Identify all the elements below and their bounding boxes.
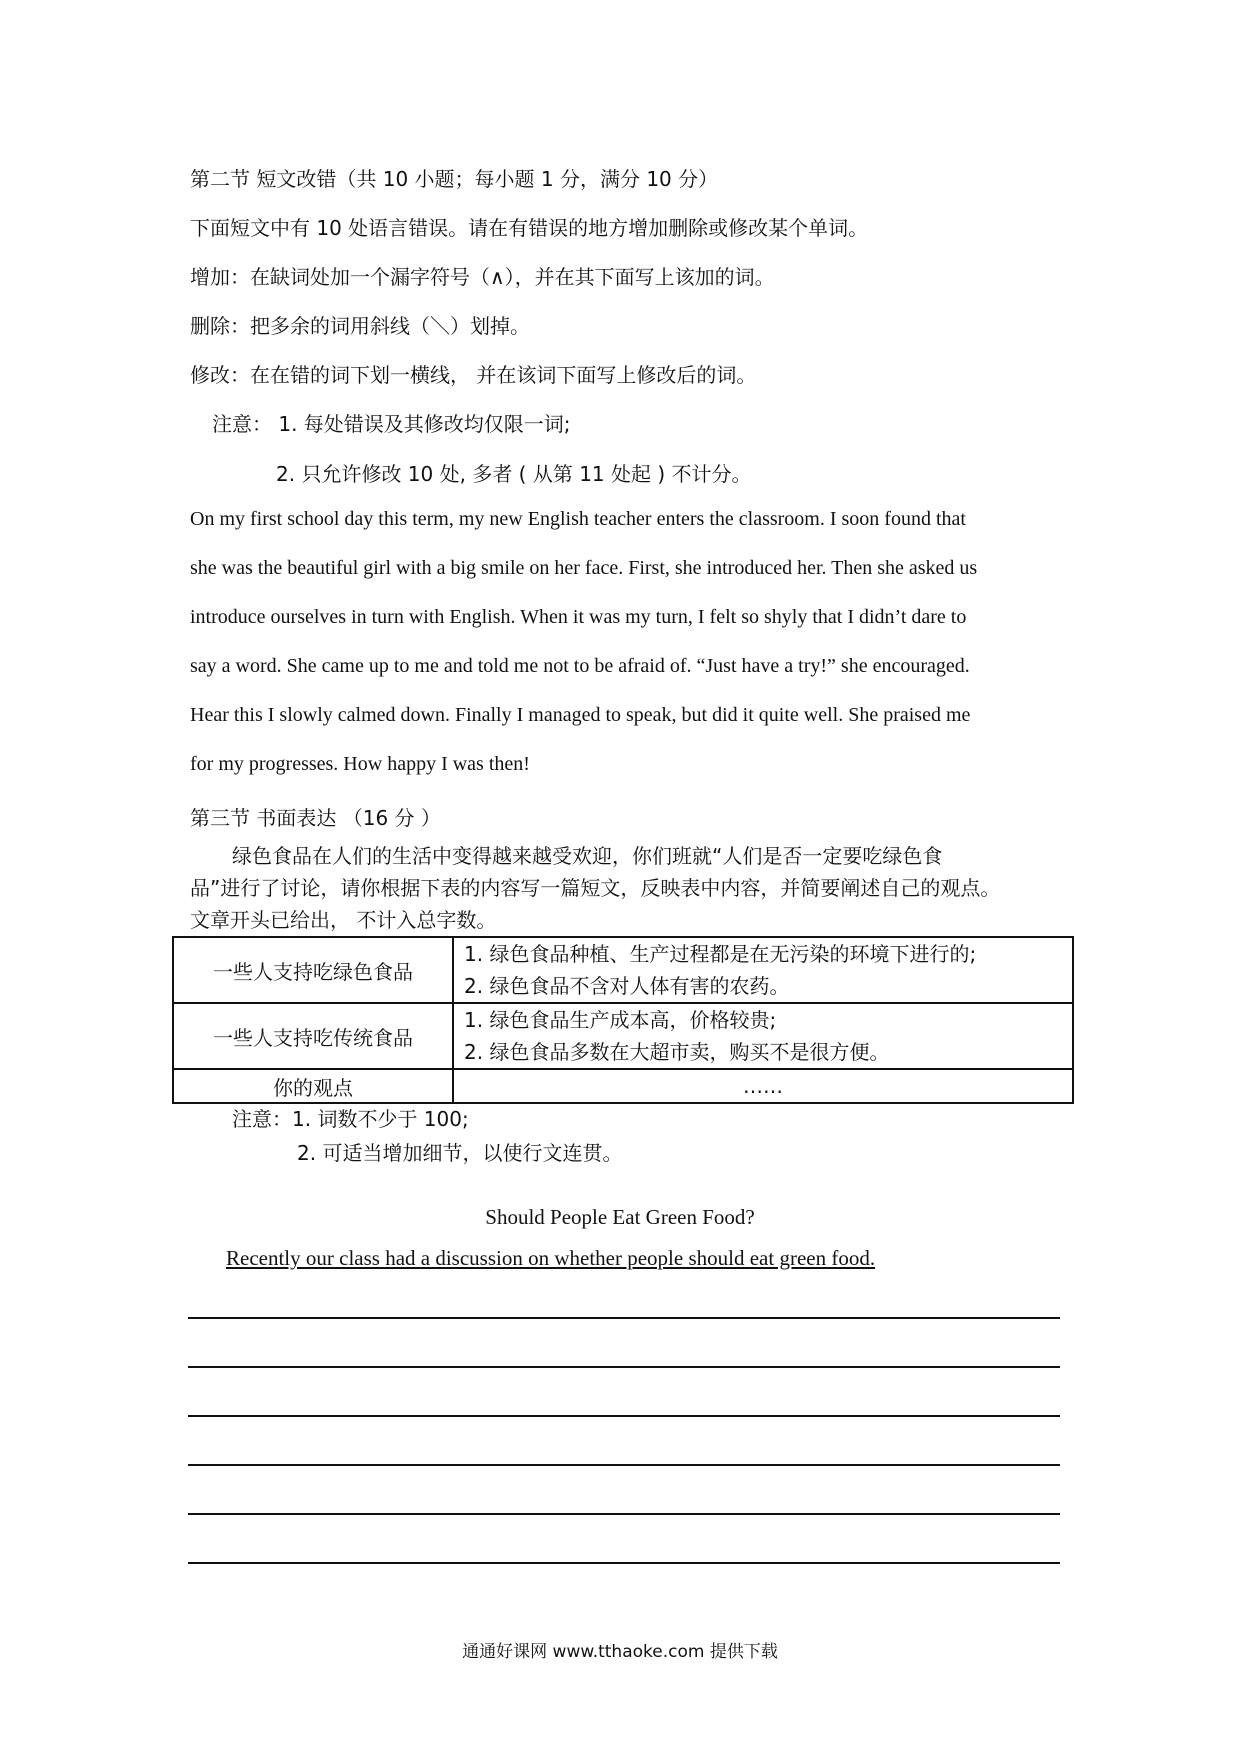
section3-prompt-line-2: 品”进行了讨论，请你根据下表的内容写一篇短文，反映表中内容，并简要阐述自己的观点。 [190, 876, 1001, 900]
passage-line-1: On my first school day this term, my new English teacher enters the classroom. I soon found that [190, 508, 966, 530]
table-point: 2. 绿色食品多数在大超市卖，购买不是很方便。 [464, 1040, 890, 1064]
opinion-table [172, 936, 1074, 1104]
writing-line[interactable] [188, 1317, 1060, 1319]
instruction-modify: 修改：在在错的词下划一横线， 并在该词下面写上修改后的词。 [190, 363, 757, 387]
instruction-add: 增加：在缺词处加一个漏字符号（∧），并在其下面写上该加的词。 [190, 265, 775, 289]
section2-note-2: 2. 只允许修改 10 处, 多者 ( 从第 11 处起 ) 不计分。 [276, 462, 752, 486]
section2-note-1: 注意： 1. 每处错误及其修改均仅限一词; [212, 412, 571, 436]
essay-opening-sentence: Recently our class had a discussion on whether people should eat green food. [226, 1246, 876, 1270]
essay-title: Should People Eat Green Food? [485, 1205, 755, 1229]
writing-line[interactable] [188, 1464, 1060, 1466]
passage-line-6: for my progresses. How happy I was then! [190, 753, 530, 775]
section3-prompt-line-1: 绿色食品在人们的生活中变得越来越受欢迎，你们班就“人们是否一定要吃绿色食 [232, 844, 943, 868]
table-point: 1. 绿色食品生产成本高，价格较贵; [464, 1008, 777, 1032]
table-row-points [453, 1003, 1073, 1069]
table-row-label: 一些人支持吃传统食品 [173, 1003, 453, 1069]
table-row-points: …… [453, 1069, 1073, 1103]
passage-line-5: Hear this I slowly calmed down. Finally I managed to speak, but did it quite well. She praised me [190, 704, 971, 726]
table-point: 2. 绿色食品不含对人体有害的农药。 [464, 974, 790, 998]
footer-credit: 通通好课网 www.tthaoke.com 提供下载 [462, 1642, 778, 1662]
table-row [173, 1069, 1073, 1103]
passage-line-3: introduce ourselves in turn with English. When it was my turn, I felt so shyly that I didn’t dare to [190, 606, 967, 628]
table-point: 1. 绿色食品种植、生产过程都是在无污染的环境下进行的; [464, 942, 977, 966]
table-row-label: 一些人支持吃绿色食品 [173, 937, 453, 1003]
section3-note-2: 2. 可适当增加细节，以使行文连贯。 [297, 1141, 623, 1165]
table-row-points [453, 937, 1073, 1003]
table-row-label: 你的观点 [173, 1069, 453, 1103]
table-row [173, 1003, 1073, 1069]
section3-prompt-line-3: 文章开头已给出， 不计入总字数。 [190, 908, 497, 932]
writing-line[interactable] [188, 1562, 1060, 1564]
passage-line-2: she was the beautiful girl with a big smile on her face. First, she introduced her. Then she asked us [190, 557, 978, 579]
passage-line-4: say a word. She came up to me and told me not to be afraid of. “Just have a try!” she encouraged. [190, 655, 970, 677]
table-row [173, 937, 1073, 1003]
instruction-delete: 删除：把多余的词用斜线（＼）划掉。 [190, 314, 530, 338]
writing-line[interactable] [188, 1513, 1060, 1515]
section3-note-1: 注意：1. 词数不少于 100; [232, 1107, 469, 1131]
section3-heading: 第三节 书面表达 （16 分 ） [190, 806, 441, 830]
writing-line[interactable] [188, 1366, 1060, 1368]
writing-line[interactable] [188, 1415, 1060, 1417]
section2-intro: 下面短文中有 10 处语言错误。请在有错误的地方增加删除或修改某个单词。 [190, 216, 869, 240]
section2-heading: 第二节 短文改错（共 10 小题；每小题 1 分，满分 10 分） [190, 167, 719, 191]
